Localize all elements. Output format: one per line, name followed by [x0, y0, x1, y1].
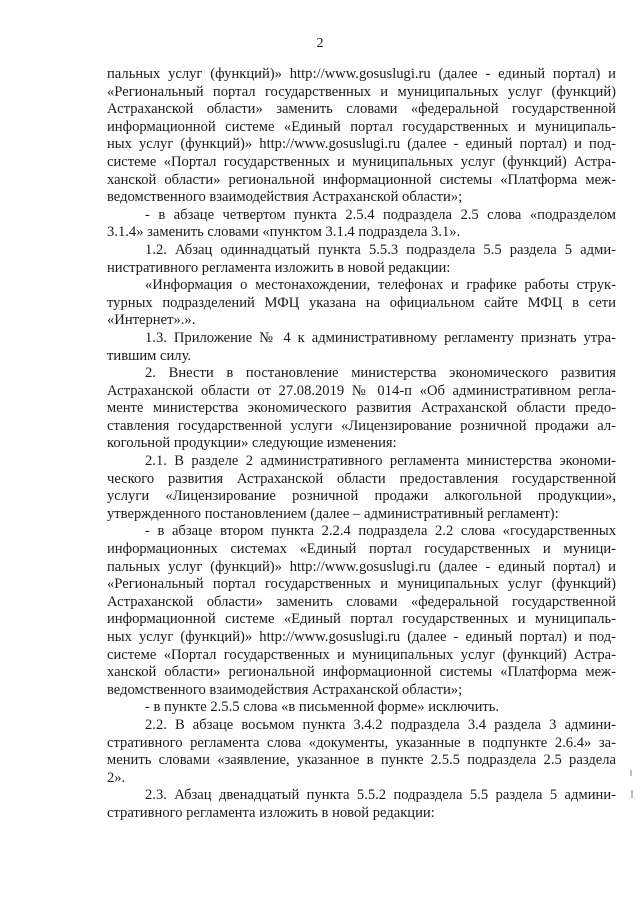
- text-line: 1.2. Абзац одиннадцатый пункта 5.5.3 подраздела 5.5 раздела 5 адми-: [145, 241, 616, 258]
- text-line: ных услуг (функций)» http://www.gosuslugi.ru (далее - единый портал) и под-: [107, 629, 616, 645]
- text-line: 2. Внести в постановление министерства экономического развития: [145, 365, 616, 382]
- text-line: информационных системах «Единый портал государственных и муници-: [107, 541, 616, 558]
- text-line: турных подразделений МФЦ указана на официальном сайте МФЦ в сети: [107, 294, 616, 311]
- text-line: 2».: [107, 769, 126, 786]
- text-line: 2.1. В разделе 2 административного регламента министерства экономи-: [145, 453, 616, 470]
- text-line: тившим силу.: [107, 347, 192, 364]
- text-line: менить словами «заявление, указанное в пункте 2.5.5 подраздела 2.5 раздела: [107, 752, 616, 769]
- text-line: системе «Портал государственных и муниципальных услуг (функций) Астра-: [107, 153, 616, 170]
- text-line: пальных услуг (функций)» http://www.gosuslugi.ru (далее - единый портал) и: [107, 66, 616, 82]
- text-line: информационной системе «Единый портал государственных и муниципаль-: [107, 118, 616, 135]
- page-number: 2: [316, 36, 324, 51]
- scan-edge-mark: [631, 790, 633, 798]
- text-line: ставления государственной услуги «Лицензирование розничной продажи ал-: [107, 417, 616, 434]
- text-line: ханской области» региональной информационной системы «Платформа меж-: [107, 171, 616, 188]
- text-line: системе «Портал государственных и муниципальных услуг (функций) Астра-: [107, 646, 616, 663]
- text-line: - в пункте 2.5.5 слова «в письменной форме» исключить.: [145, 699, 500, 716]
- text-line: пальных услуг (функций)» http://www.gosuslugi.ru (далее - единый портал) и: [107, 558, 616, 575]
- scan-edge-mark: [630, 770, 632, 776]
- text-line: Астраханской области» заменить словами «федеральной государственной: [107, 101, 616, 118]
- text-line: - в абзаце втором пункта 2.2.4 подраздела 2.2 слова «государственных: [145, 523, 616, 540]
- text-line: «Региональный портал государственных и муниципальных услуг (функций): [107, 83, 616, 100]
- text-line: 2.2. В абзаце восьмом пункта 3.4.2 подраздела 3.4 раздела 3 админи-: [145, 716, 616, 733]
- text-line: утвержденного постановлением (далее – административный регламент):: [107, 505, 559, 522]
- text-line: информационной системе «Единый портал государственных и муниципаль-: [107, 611, 616, 628]
- text-line: услуги «Лицензирование розничной продажи алкогольной продукции»,: [107, 488, 616, 505]
- text-line: «Интернет».».: [107, 312, 196, 329]
- text-line: ведомственного взаимодействия Астраханской области»;: [107, 681, 463, 698]
- text-line: менте министерства экономического развития Астраханской области предо-: [107, 400, 616, 417]
- text-line: «Информация о местонахождении, телефонах и графике работы струк-: [145, 277, 616, 294]
- text-line: 1.3. Приложение № 4 к административному регламенту признать утра-: [145, 329, 616, 346]
- text-line: ных услуг (функций)» http://www.gosuslugi.ru (далее - единый портал) и под-: [107, 136, 616, 153]
- text-line: 2.3. Абзац двенадцатый пункта 5.5.2 подраздела 5.5 раздела 5 админи-: [145, 787, 616, 804]
- text-line: «Региональный портал государственных и муниципальных услуг (функций): [107, 576, 616, 593]
- text-line: Астраханской области от 27.08.2019 № 014-п «Об административном регла-: [107, 382, 616, 399]
- text-line: ведомственного взаимодействия Астраханской области»;: [107, 189, 463, 206]
- text-line: 3.1.4» заменить словами «пунктом 3.1.4 подраздела 3.1».: [107, 224, 461, 241]
- text-line: Астраханской области» заменить словами «федеральной государственной: [107, 593, 616, 610]
- text-line: - в абзаце четвертом пункта 2.5.4 подраздела 2.5 слова «подразделом: [145, 206, 616, 223]
- text-line: когольной продукции» следующие изменения:: [107, 435, 397, 452]
- text-line: ческого развития Астраханской области предоставления государственной: [107, 470, 616, 487]
- text-line: стративного регламента слова «документы, указанные в подпункте 2.6.4» за-: [107, 734, 616, 751]
- text-line: ханской области» региональной информационной системы «Платформа меж-: [107, 664, 616, 681]
- text-line: стративного регламента изложить в новой редакции:: [107, 804, 435, 821]
- text-line: нистративного регламента изложить в новой редакции:: [107, 259, 451, 276]
- document-body: [107, 66, 616, 823]
